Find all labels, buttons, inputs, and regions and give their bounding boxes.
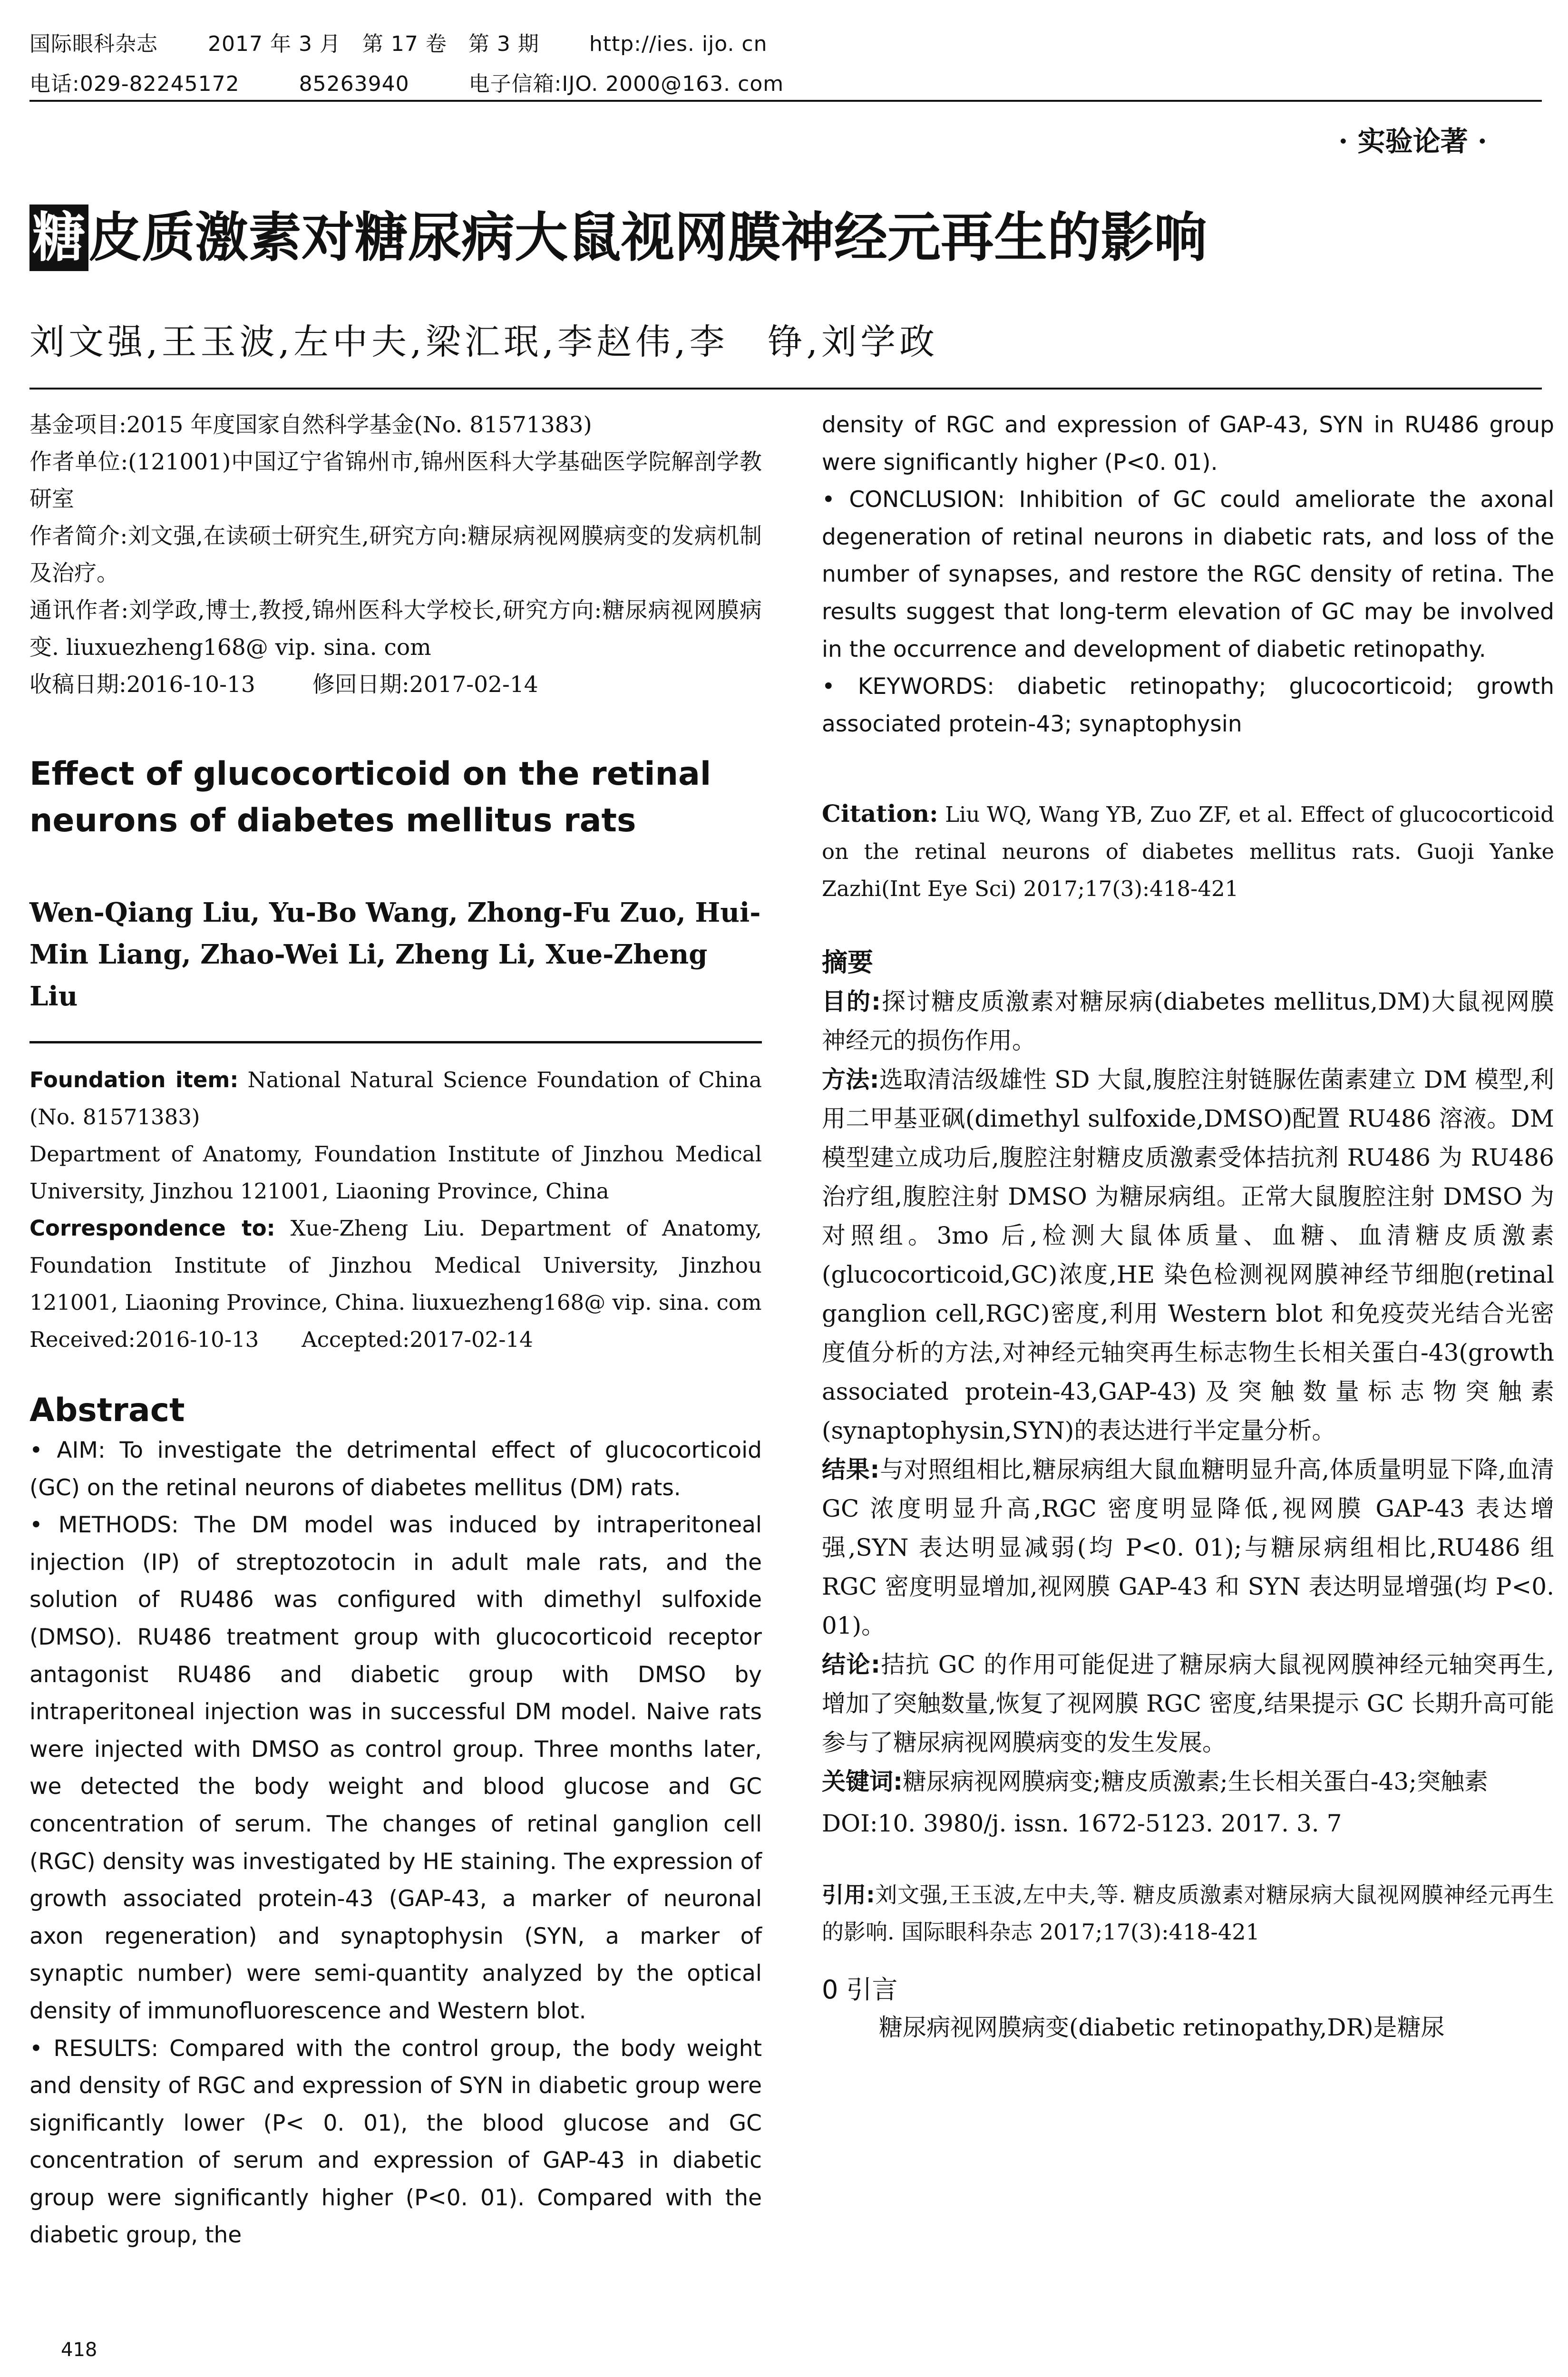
abstract-conclusion: • CONCLUSION: Inhibition of GC could ameliorate the axonal degeneration of retinal neurons in diabetic rats, and loss of the number of synapses, and restore the RGC density of retina. The results suggest that long-term elevation of GC may be involved in the occurrence and development of diabetic retinopathy. [822,487,1554,662]
cn-abstract [822,943,1554,1843]
abstract-body-cont [822,407,1554,743]
cn-citation [822,1876,1554,1950]
right-column [822,407,1554,2047]
intro-heading: 0 引言 [822,1975,898,2005]
header-rule [29,100,1542,102]
article-title [29,205,1513,271]
correspondence-label: Correspondence to: [29,1216,275,1241]
abstract-results: • RESULTS: Compared with the control group, the body weight and density of RGC and expression of SYN in diabetic group were significantly lower (P< 0. 01), the blood glucose and GC concentration of serum and expression of GAP-43 in diabetic group were significantly higher (P<0. 01). Compared with the diabetic group, the [29,2035,762,2249]
correspondence [29,1210,762,1321]
cn-conclusion [822,1645,1554,1762]
citation-label: Citation: [822,799,938,828]
intro-text: 糖尿病视网膜病变(diabetic retinopathy,DR)是糖尿 [879,2014,1445,2042]
cn-methods [822,1060,1554,1450]
abstract-body [29,1432,762,2254]
title-first-char: 糖 [29,205,88,271]
page-number: 418 [61,2339,97,2361]
journal-url: http://ies. ijo. cn [589,32,768,56]
journal-header-line2 [29,67,784,97]
cn-abstract-heading: 摘要 [822,947,873,978]
revised-cn: 修回日期:2017-02-14 [312,672,538,698]
citation-text: Liu WQ, Wang YB, Zuo ZF, et al. Effect of glucocorticoid on the retinal neurons of diabetes mellitus rats. Guoji Yanke Zazhi(Int Eye Sci) 2017;17(3):418-421 [822,802,1554,902]
journal-phone: 电话:029-82245172 [29,72,240,96]
section-label: · 实验论著 · [1338,125,1487,157]
received-cn: 收稿日期:2016-10-13 [29,672,255,698]
cn-keywords-text: 糖尿病视网膜病变;糖皮质激素;生长相关蛋白-43;突触素 [903,1768,1489,1796]
abstract-aim: • AIM: To investigate the detrimental effect of glucocorticoid (GC) on the retinal neurons of diabetes mellitus (DM) rats. [29,1437,762,1501]
cn-methods-label: 方法: [822,1066,879,1094]
correspondence-text: Xue-Zheng Liu. Department of Anatomy, Foundation Institute of Jinzhou Medical University, Jinzhou 121001, Liaoning Province, China. liuxuezheng168@ vip. sina. com [29,1216,762,1315]
affiliation: 作者单位:(121001)中国辽宁省锦州市,锦州医科大学基础医学院解剖学教研室 [29,449,762,512]
journal-email: 电子信箱:IJO. 2000@163. com [468,72,784,96]
abstract-results-cont: density of RGC and expression of GAP-43, SYN in RU486 group were significantly higher (P<0. 01). [822,412,1554,476]
cn-aim-label: 目的: [822,988,881,1016]
cn-results [822,1450,1554,1645]
english-authors-rule [29,1041,762,1043]
received-en: Received:2016-10-13 [29,1327,259,1352]
title-rest: 皮质激素对糖尿病大鼠视网膜神经元再生的影响 [88,207,1207,269]
author-bio: 作者简介:刘文强,在读硕士研究生,研究方向:糖尿病视网膜病变的发病机制及治疗。 [29,523,762,586]
cn-methods-text: 选取清洁级雄性 SD 大鼠,腹腔注射链脲佐菌素建立 DM 模型,利用二甲基亚砜(dimethyl sulfoxide,DMSO)配置 RU486 溶液。DM 模型建立成功后,腹腔注射糖皮质激素受体拮抗剂 RU486 为 RU486 治疗组,腹腔注射 DMSO 为糖尿病组。正常大鼠腹腔注射 DMSO 为对照组。3mo 后,检测大鼠体质量、血糖、血清糖皮质激素(glucocorticoid,GC)浓度,HE 染色检测视网膜神经节细胞(retinal ganglion cell,RGC)密度,利用 Western blot 和免疫荧光结合光密度值分析的方法,对神经元轴突再生标志物生长相关蛋白-43(growth associated protein-43,GAP-43)及突触数量标志物突触素(synaptophysin,SYN)的表达进行半定量分析。 [822,1066,1554,1445]
abstract-heading: Abstract [29,1392,185,1429]
dates-cn [29,666,762,703]
abstract-methods: • METHODS: The DM model was induced by intraperitoneal injection (IP) of streptozotocin in adult male rats, and the solution of RU486 was configured with dimethyl sulfoxide (DMSO). RU486 treatment group with glucocorticoid receptor antagonist RU486 and diabetic group with DMSO by intraperitoneal injection was in successful DM model. Naive rats were injected with DMSO as control group. Three months later, we detected the body weight and blood glucose and GC concentration of serum. The changes of retinal ganglion cell (RGC) density was investigated by HE staining. The expression of growth associated protein-43 (GAP-43, a marker of neuronal axon regeneration) and synaptophysin (SYN, a marker of synaptic number) were semi-quantity analyzed by the optical density of immunofluorescence and Western blot. [29,1512,762,2024]
accepted-en: Accepted:2017-02-14 [302,1327,533,1352]
foundation-item [29,1062,762,1136]
journal-phone2: 85263940 [299,72,409,96]
department: Department of Anatomy, Foundation Institute of Jinzhou Medical University, Jinzhou 121001, Liaoning Province, China [29,1141,762,1204]
cn-conclusion-label: 结论: [822,1651,880,1679]
dates-en [29,1321,762,1358]
cn-aim [822,982,1554,1060]
english-authors: Wen-Qiang Liu, Yu-Bo Wang, Zhong-Fu Zuo, Hui-Min Liang, Zhao-Wei Li, Zheng Li, Xue-Zheng Liu [29,897,761,1012]
journal-header-line1 [29,27,768,57]
cn-citation-label: 引用: [822,1882,875,1908]
english-title: Effect of glucocorticoid on the retinal neurons of diabetes mellitus rats [29,755,711,839]
cn-keywords-label: 关键词: [822,1768,903,1796]
corresponding-author: 通讯作者:刘学政,博士,教授,锦州医科大学校长,研究方向:糖尿病视网膜病变. liuxuezheng168@ vip. sina. com [29,597,762,661]
cn-results-text: 与对照组相比,糖尿病组大鼠血糖明显升高,体质量明显下降,血清 GC 浓度明显升高,RGC 密度明显降低,视网膜 GAP-43 表达增强,SYN 表达明显减弱(均 P<0. 01);与糖尿病组相比,RU486 组 RGC 密度明显增加,视网膜 GAP-43 和 SYN 表达明显增强(均 P<0. 01)。 [822,1456,1554,1640]
foundation-text: National Natural Science Foundation of China (No. 81571383) [29,1067,762,1130]
authors-rule [29,388,1542,390]
citation [822,795,1554,907]
cn-results-label: 结果: [822,1456,880,1484]
cn-citation-text: 刘文强,王玉波,左中夫,等. 糖皮质激素对糖尿病大鼠视网膜神经元再生的影响. 国际眼科杂志 2017;17(3):418-421 [822,1882,1554,1945]
cn-conclusion-text: 拮抗 GC 的作用可能促进了糖尿病大鼠视网膜神经元轴突再生,增加了突触数量,恢复了视网膜 RGC 密度,结果提示 GC 长期升高可能参与了糖尿病视网膜病变的发生发展。 [822,1651,1554,1757]
english-article-info [29,1062,762,1358]
article-info [29,407,762,703]
left-column [29,407,762,2254]
authors-cn: 刘文强,王玉波,左中夫,梁汇珉,李赵伟,李 铮,刘学政 [29,321,939,362]
funding: 基金项目:2015 年度国家自然科学基金(No. 81571383) [29,412,592,438]
issue-info: 2017 年 3 月 第 17 卷 第 3 期 [208,32,539,56]
journal-name: 国际眼科杂志 [29,32,158,56]
cn-keywords [822,1762,1554,1801]
doi: DOI:10. 3980/j. issn. 1672-5123. 2017. 3. 7 [822,1810,1342,1838]
foundation-label: Foundation item: [29,1067,239,1092]
abstract-keywords: • KEYWORDS: diabetic retinopathy; glucocorticoid; growth associated protein-43; synaptophysin [822,673,1554,737]
cn-aim-text: 探讨糖皮质激素对糖尿病(diabetes mellitus,DM)大鼠视网膜神经元的损伤作用。 [822,988,1555,1055]
